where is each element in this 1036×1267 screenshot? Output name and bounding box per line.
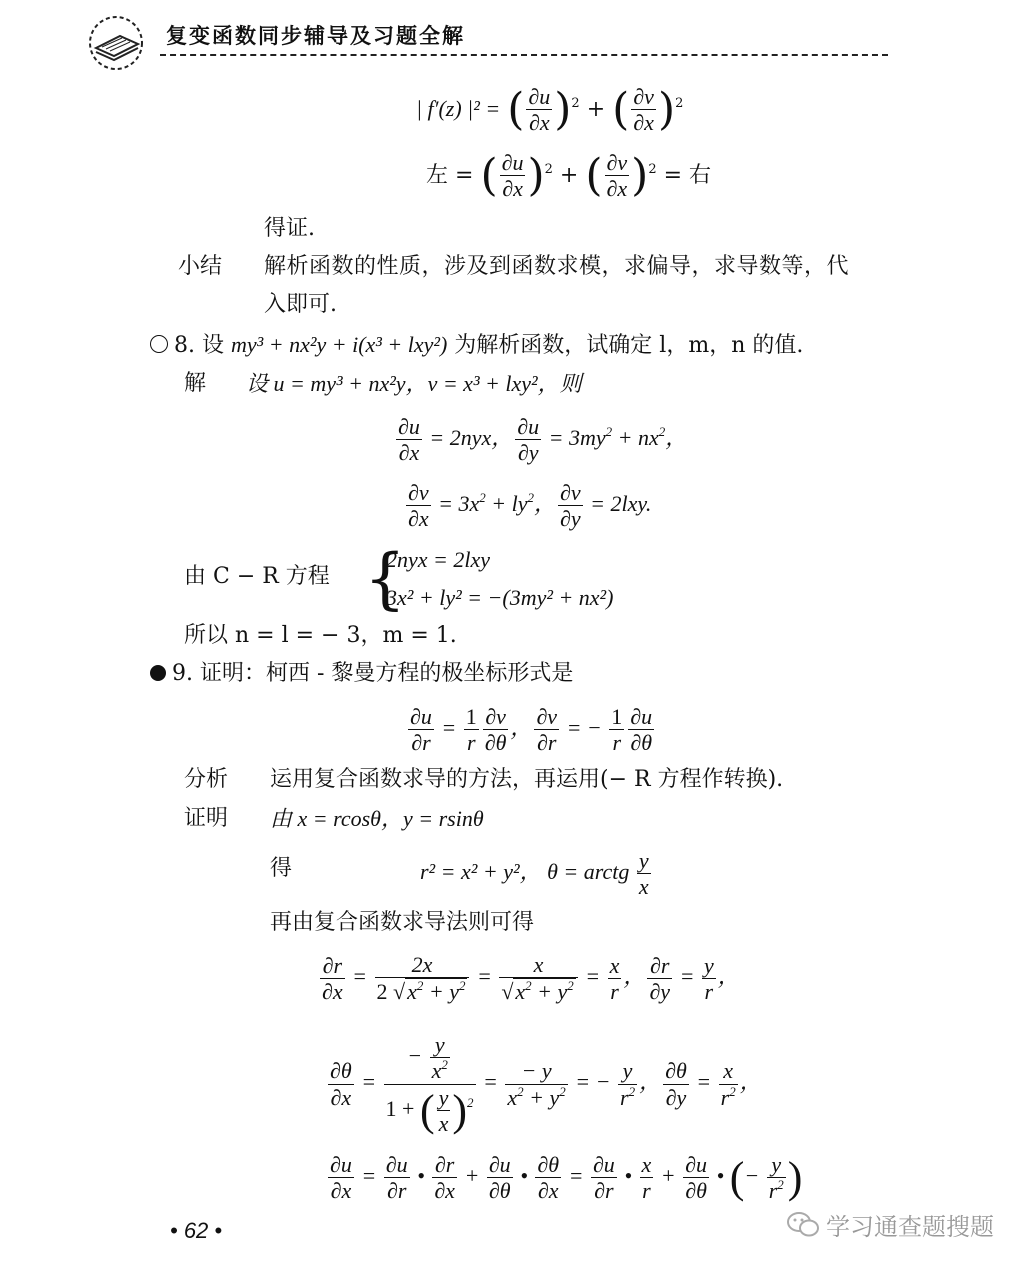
book-logo-icon <box>86 14 148 72</box>
proof-substitution: 由 x = rcosθ，y = rsinθ <box>270 806 484 831</box>
left-side-label: 左 <box>426 162 449 188</box>
problem-8-suffix: 为解析函数，试确定 l，m，n 的值. <box>454 333 804 358</box>
partial-r-derivation: $\frac{\partial r}{\partial x}$ = $\frac{2x}{2 √x^2 + y^2}$ = $\frac{x}{√x^2 + y^2}$ = $\frac{x}{r}$ ， $\frac{\partial r}{\partial y}$ = $\frac{y}{r}$ ， <box>322 952 740 1005</box>
problem-8-prefix: 设 <box>202 333 225 358</box>
equation-left-right: 左 = ( $\frac{\partial u}{\partial x}$ )$^2$ + ( $\frac{\partial v}{\partial x}$ )$^2$ = 右 <box>426 149 712 202</box>
summary-line1: 解析函数的性质，涉及到函数求模，求偏导，求导数等，代 <box>264 254 850 279</box>
problem-9-number: 9. <box>172 661 193 686</box>
cr-equation-1: 2nyx = 2lxy <box>386 547 491 572</box>
analysis-label: 分析 <box>184 767 229 792</box>
proved-text: 得证. <box>264 216 315 241</box>
watermark-text: 学习通查题搜题 <box>826 1213 994 1241</box>
chain-rule-intro: 再由复合函数求导法则可得 <box>270 910 535 935</box>
summary-line2: 入即可. <box>264 292 337 317</box>
equation-modulus-lhs: | f′(z) |² = <box>416 95 501 121</box>
proof-label: 证明 <box>184 806 229 831</box>
watermark <box>786 1207 994 1242</box>
page-number: • 62 • <box>170 1218 223 1243</box>
plus-sign: + <box>586 96 606 122</box>
solution-setup: 设 u = my³ + nx²y，v = x³ + lxy²，则 <box>246 371 582 396</box>
system-brace: { <box>364 540 406 617</box>
get-label: 得 <box>270 856 293 881</box>
polar-relations-text: r² = x² + y²， θ = arctg <box>420 858 630 884</box>
header-title: 复变函数同步辅导及习题全解 <box>166 24 465 48</box>
equation-modulus: | f′(z) |² = ( $\frac{\partial u}{\partial x}$ )$^2$ + ( $\frac{\partial v}{\partial x}$ )$^2$ <box>416 83 684 136</box>
partials-u: $\frac{\partial u}{\partial x}$ = 2nyx， $\frac{\partial u}{\partial y}$ = $3my^2 + nx^2$， <box>398 414 688 466</box>
problem-9-statement <box>150 663 573 685</box>
polar-relations: r² = x² + y²， θ = arctg $\frac{y}{x}$ <box>420 848 649 900</box>
problem-8-expression: my³ + nx²y + i(x³ + lxy²) <box>231 332 448 357</box>
wechat-icon <box>786 1211 820 1239</box>
header-divider <box>160 54 888 56</box>
polar-cr-equations: $\frac{\partial u}{\partial r}$ = $\frac{1}{r}$ $\frac{\partial v}{\partial\theta}$ ， $\frac{\partial v}{\partial r}$ = − $\frac{1}{r}$ $\frac{\partial u}{\partial\theta}$ <box>410 704 653 756</box>
hollow-circle-icon <box>150 335 168 353</box>
problem-8-statement <box>150 334 803 357</box>
cr-equation-2: 3x² + ly² = −(3my² + nx²) <box>386 585 614 610</box>
solid-circle-icon <box>150 665 166 681</box>
solution-label: 解 <box>184 371 207 396</box>
summary-label: 小结 <box>178 254 223 279</box>
analysis-text: 运用复合函数求导的方法，再运用(− R 方程作转换). <box>270 767 784 792</box>
problem-9-text: 证明：柯西 - 黎曼方程的极坐标形式是 <box>200 661 574 686</box>
partial-theta-derivation: $\frac{\partial\theta}{\partial x}$ = − $\frac{y}{x^2}$ 1 + ( $\frac{y}{x}$ )$^2$ = $\frac{- y}{x^2 + y^2}$ = − $\frac{y}{r^2}$ ， $\frac{\partial\theta}{\partial y}$ = $\frac{x}{r^2}$ ， <box>330 1032 762 1136</box>
problem-8-number: 8. <box>174 333 195 358</box>
cr-label: 由 C − R 方程 <box>184 564 330 589</box>
problem-8-conclusion: 所以 n = l = − 3，m = 1. <box>184 623 457 648</box>
right-side-label: 右 <box>689 162 712 188</box>
partial-u-chain-rule: $\frac{\partial u}{\partial x}$ = $\frac{\partial u}{\partial r}$ • $\frac{\partial r}{\partial x}$ + $\frac{\partial u}{\partial\theta}$ • $\frac{\partial\theta}{\partial x}$ = $\frac{\partial u}{\partial r}$ • $\frac{x}{r}$ + $\frac{\partial u}{\partial\theta}$ • (− $\frac{y}{r^2}$ ) <box>330 1152 803 1204</box>
partials-v: $\frac{\partial v}{\partial x}$ = $3x^2 + ly^2$， $\frac{\partial v}{\partial y}$ = 2lxy. <box>408 480 652 532</box>
